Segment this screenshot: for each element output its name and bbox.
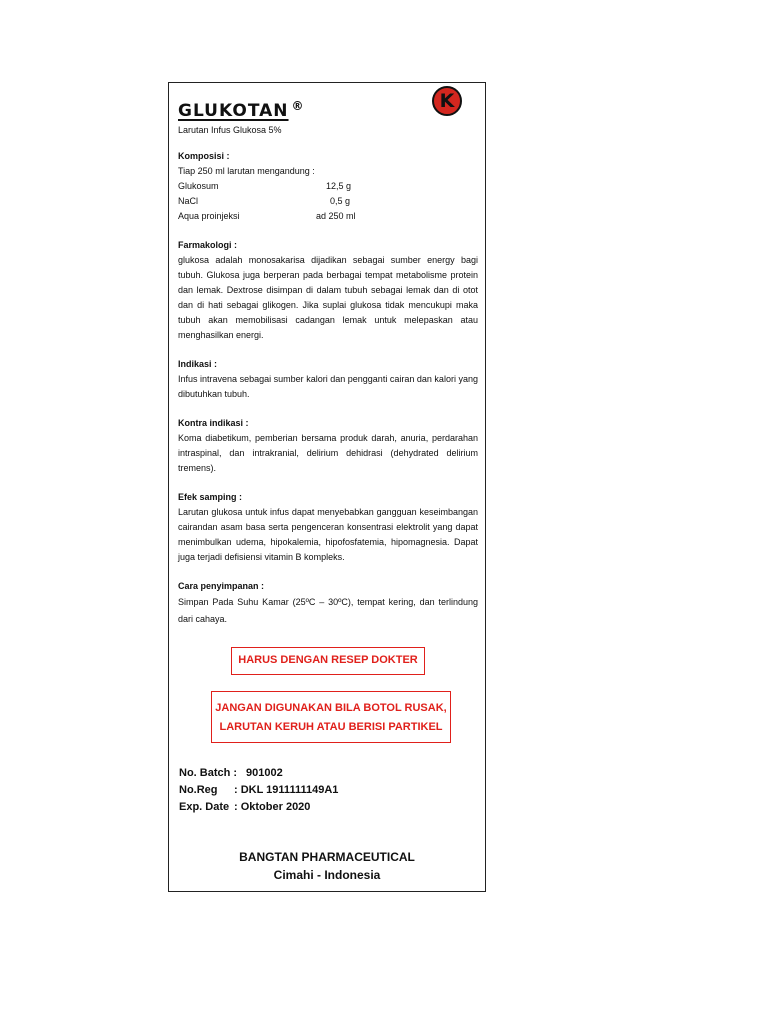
bottle-warning-line: JANGAN DIGUNAKAN BILA BOTOL RUSAK,	[215, 702, 447, 714]
side-effects-text: Larutan glukosa untuk infus dapat menyebabkan gangguan keseimbangan cairandan asam basa serta pengenceran konsentrasi elektrolit yang dapat menimbulkan udema, hipokalemia, hipofosfatemia, hipomagnesia. Dapat juga terjadi defisiensi vitamin B kompleks.	[178, 507, 478, 562]
manufacturer-location: Cimahi - Indonesia	[273, 868, 381, 882]
side-effects-title: Efek samping :	[178, 492, 243, 502]
registered-mark: ®	[291, 99, 305, 113]
indication-text: Infus intravena sebagai sumber kalori dan pengganti cairan dan kalori yang dibutuhkan tubuh.	[178, 374, 478, 399]
ingredient-qty: 12,5 g	[326, 181, 352, 191]
storage-title: Cara penyimpanan :	[178, 581, 265, 591]
composition-intro: Tiap 250 ml larutan mengandung :	[178, 166, 315, 176]
manufacturer-name: BANGTAN PHARMACEUTICAL	[239, 850, 415, 864]
composition-row	[178, 179, 478, 194]
reg-value: : DKL 1911111149A1	[234, 784, 339, 796]
composition-title: Komposisi :	[178, 151, 230, 161]
bottle-warning-line: LARUTAN KERUH ATAU BERISI PARTIKEL	[219, 721, 443, 733]
indication-section	[178, 359, 478, 402]
manufacturer	[169, 848, 485, 884]
bottle-warning-box	[211, 691, 451, 743]
composition-row	[178, 194, 478, 209]
composition-row	[178, 209, 478, 224]
indication-title: Indikasi :	[178, 359, 218, 369]
contraindication-title: Kontra indikasi :	[178, 418, 249, 428]
batch-value: 901002	[246, 767, 283, 779]
contraindication-text: Koma diabetikum, pemberian bersama produk darah, anuria, perdarahan intraspinal, dan intrakranial, delirium dehidrasi (dehydrated delirium tremens).	[178, 433, 478, 473]
k-logo-icon	[432, 86, 462, 116]
exp-label: Exp. Date	[179, 801, 230, 813]
k-logo-letter: K	[439, 89, 455, 112]
pharmacology-text: glukosa adalah monosakarisa dijadikan sebagai sumber energy bagi tubuh. Glukosa juga berperan pada berbagai tempat metabolisme protein dan lemak. Dextrose disimpan di dalam tubuh sebagai lemak dan di otot dan di hati sebagai glikogen. Jika suplai glukosa tidak mencukupi maka tubuh akan memobilisasi cadangan lemak untuk melepaskan atau menghasilkan energi.	[178, 255, 478, 340]
batch-row	[179, 765, 429, 782]
exp-row	[179, 799, 429, 816]
batch-label: No. Batch :	[179, 767, 238, 779]
ingredient-qty: ad 250 ml	[316, 211, 356, 221]
ingredient-name: Aqua proinjeksi	[178, 211, 240, 221]
label-content	[178, 95, 478, 628]
exp-value: : Oktober 2020	[234, 801, 311, 813]
reg-row	[179, 782, 429, 799]
reg-label: No.Reg	[179, 784, 218, 796]
prescription-warning-box	[231, 647, 425, 675]
ingredient-name: NaCl	[178, 196, 199, 206]
storage-text: Simpan Pada Suhu Kamar (25ºC – 30ºC), tempat kering, dan terlindung dari cahaya.	[178, 597, 478, 624]
composition-section	[178, 151, 478, 224]
batch-info	[179, 765, 429, 816]
prescription-warning-text: HARUS DENGAN RESEP DOKTER	[238, 654, 418, 666]
pharmacology-section	[178, 240, 478, 343]
product-subtitle: Larutan Infus Glukosa 5%	[178, 125, 282, 135]
pharmacology-title: Farmakologi :	[178, 240, 238, 250]
side-effects-section	[178, 492, 478, 565]
ingredient-qty: 0,5 g	[330, 196, 351, 206]
ingredient-name: Glukosum	[178, 181, 219, 191]
storage-section	[178, 581, 478, 628]
contraindication-section	[178, 418, 478, 476]
brand-name: GLUKOTAN	[178, 101, 289, 121]
product-label	[168, 82, 486, 892]
